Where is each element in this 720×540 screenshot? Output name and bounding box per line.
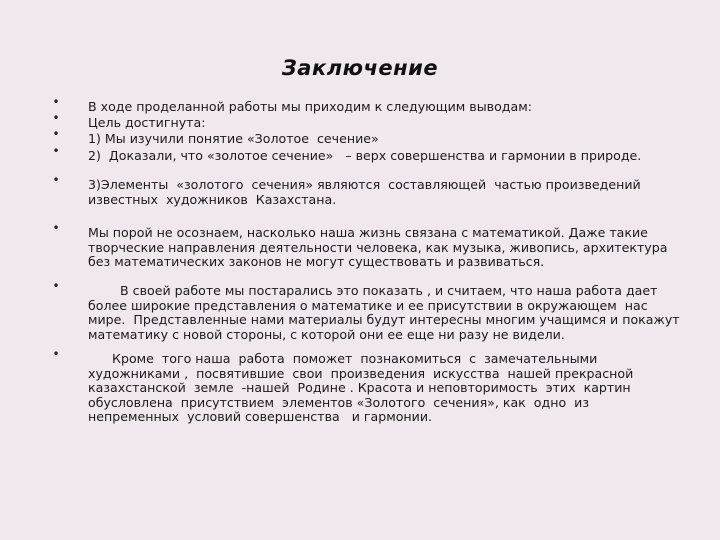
bullet-icon: • [52, 111, 60, 125]
list-item-text: Кроме того наша работа поможет познакомиться с замечательными художниками , посвятившие свои произведения искусства нашей прекрасной казахстанской земле -нашей Родине . Красота и неповторимость этих картин обусловлена присутствием элементов «Золотого сечения», как одно из непременных условий совершенства и гармонии. [88, 351, 639, 425]
bullet-icon: • [52, 144, 60, 158]
bullet-icon: • [52, 127, 60, 141]
list-item-text: В своей работе мы постарались это показать , и считаем, что наша работа дает более широкие представления о математике и ее присутствии в окружающем нас мире. Представленные нами материалы будут интересны многим учащимся и покажут математику с новой стороны, с которой они ее еще ни разу не видели. [88, 283, 684, 342]
bullet-icon: • [52, 347, 60, 361]
bullet-icon: • [52, 221, 60, 235]
list-item-text: 3)Элементы «золотого сечения» являются составляющей частью произведений известных художников Казахстана. [88, 177, 649, 207]
list-item-text: Мы порой не осознаем, насколько наша жизнь связана с математикой. Даже такие творческие направления деятельности человека, как музыка, живопись, архитектура без математических законов не могут существовать и развиваться. [88, 225, 672, 270]
list-item-text: В ходе проделанной работы мы приходим к следующим выводам: [88, 99, 532, 114]
list-item-text: 2) Доказали, что «золотое сечение» – верх совершенства и гармонии в природе. [88, 148, 642, 163]
list-item-text: Цель достигнута: [88, 115, 206, 130]
list-item-text: 1) Мы изучили понятие «Золотое сечение» [88, 131, 379, 146]
bullet-icon: • [52, 173, 60, 187]
bullet-icon: • [52, 279, 60, 293]
slide-title: Заключение [281, 56, 439, 80]
bullet-icon: • [52, 95, 60, 109]
